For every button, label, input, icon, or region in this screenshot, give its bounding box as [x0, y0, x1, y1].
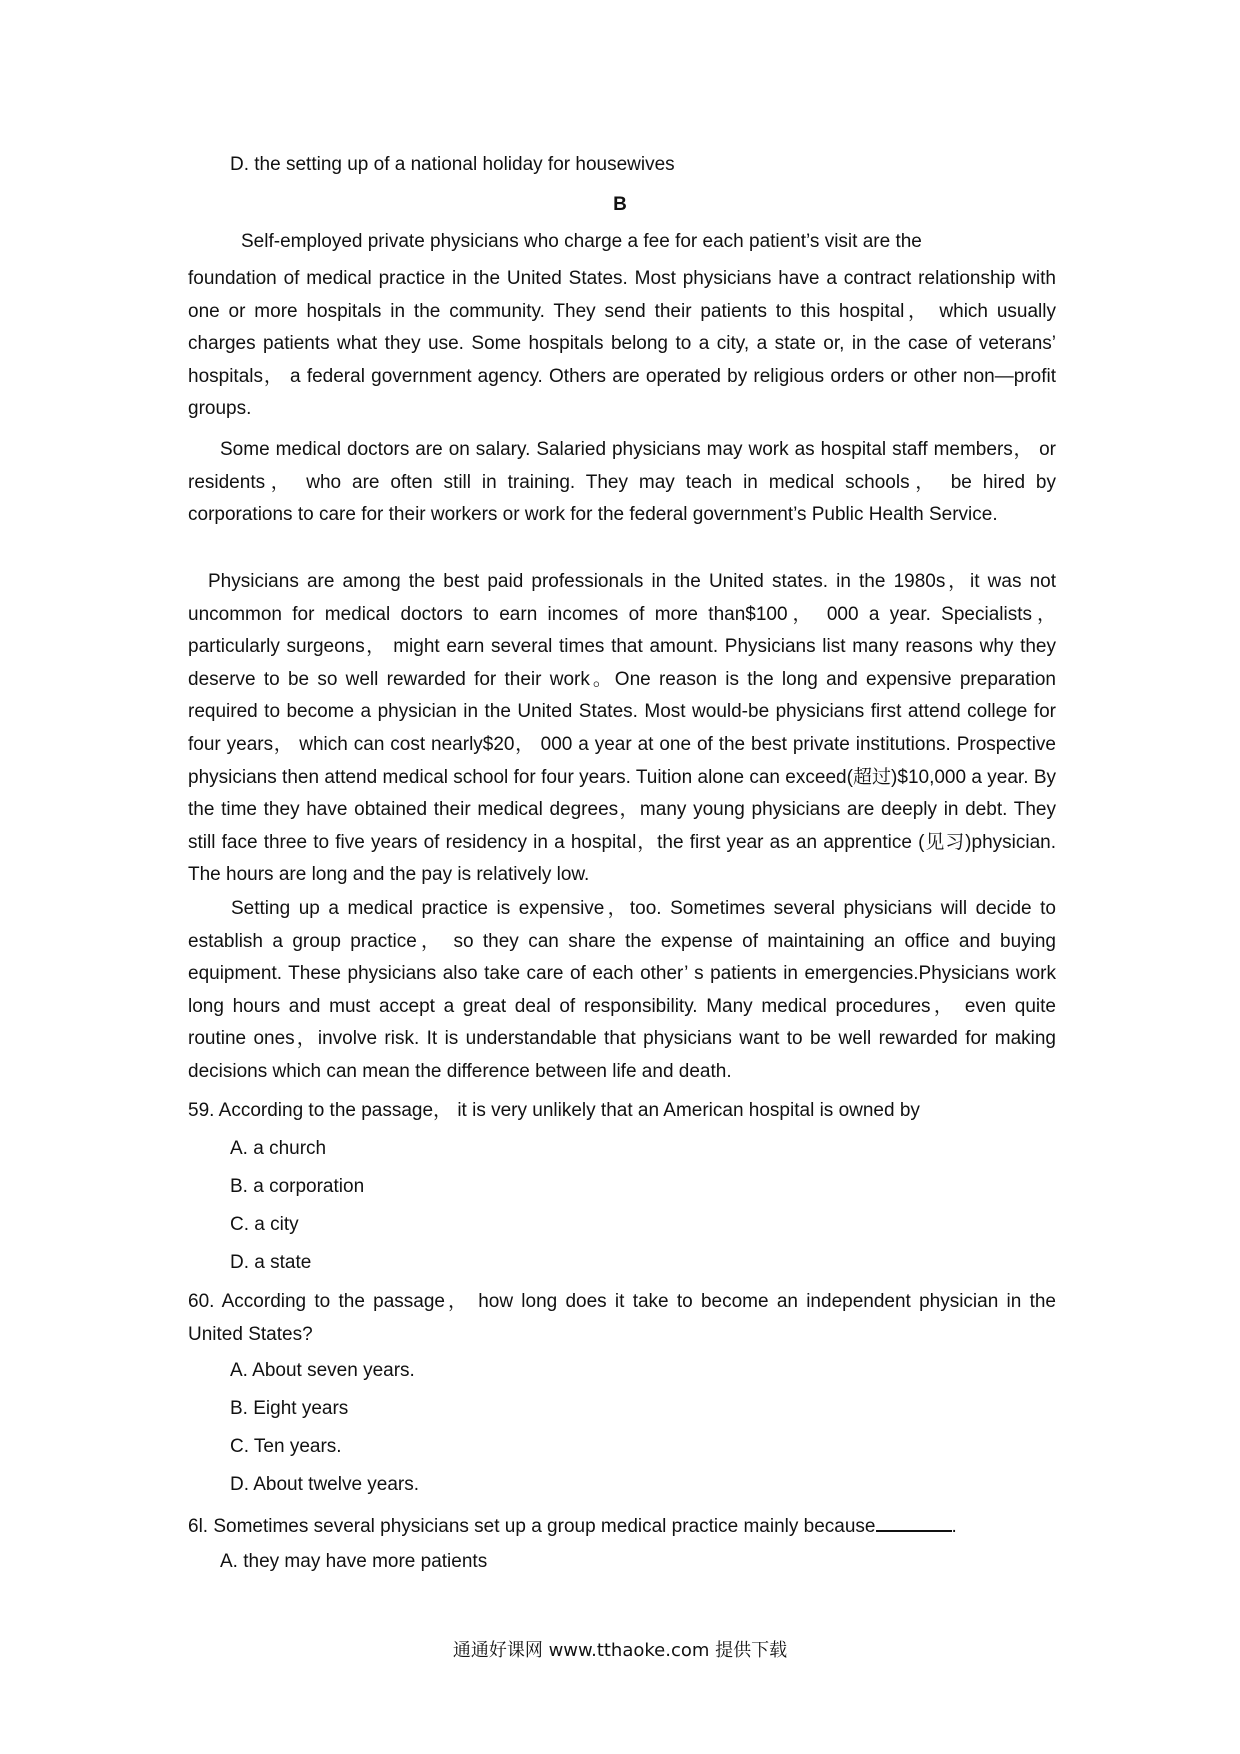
- passage-paragraph-4: Setting up a medical practice is expensive，too. Sometimes several physicians will decide to establish a group practice， so they can share the expense of maintaining an office and buying equipment. These physicians also take care of each other’ s patients in emergencies.Physicians work long hours and must accept a great deal of responsibility. Many medical procedures， even quite routine ones，involve risk. It is understandable that physicians want to be well rewarded for making decisions which can mean the difference between life and death.: [188, 898, 1056, 1082]
- question-59-stem: 59. According to the passage， it is very unlikely that an American hospital is owned by: [188, 1100, 920, 1121]
- passage-paragraph-3: Physicians are among the best paid professionals in the United states. in the 1980s，it was not uncommon for medical doctors to earn incomes of more than$100， 000 a year. Specialists， particularly surgeons， might earn several times that amount. Physicians list many reasons why they deserve to be so well rewarded for their work。One reason is the long and expensive preparation required to become a physician in the United States. Most would-be physicians first attend college for four years， which can cost nearly$20， 000 a year at one of the best private institutions. Prospective physicians then attend medical school for four years. Tuition alone can exceed(超过)$10,000 a year. By the time they have obtained their medical degrees，many young physicians are deeply in debt. They still face three to five years of residency in a hospital，the first year as an apprentice (见习)physician. The hours are long and the pay is relatively low.: [188, 571, 1056, 886]
- passage-paragraph-1-first-line: Self-employed private physicians who charge a fee for each patient’s visit are the: [241, 231, 922, 252]
- passage-paragraph-1: foundation of medical practice in the United States. Most physicians have a contract relationship with one or more hospitals in the community. They send their patients to this hospital， which usually charges patients what they use. Some hospitals belong to a city, a state or, in the case of veterans’ hospitals， a federal government agency. Others are operated by religious orders or other non—profit groups.: [188, 268, 1056, 420]
- question-60-option-a: A. About seven years.: [230, 1360, 415, 1381]
- question-59-option-d: D. a state: [230, 1252, 312, 1273]
- prev-question-option-d: D. the setting up of a national holiday for housewives: [230, 154, 675, 175]
- answer-blank: [876, 1512, 952, 1532]
- question-60-option-d: D. About twelve years.: [230, 1474, 420, 1495]
- question-60-option-c: C. Ten years.: [230, 1436, 342, 1457]
- question-60-stem: 60. According to the passage， how long does it take to become an independent physician in the United States?: [188, 1291, 1056, 1345]
- question-59-option-b: B. a corporation: [230, 1176, 365, 1197]
- question-61-option-a: A. they may have more patients: [220, 1551, 488, 1572]
- section-heading: B: [613, 194, 627, 215]
- question-61-stem-end: .: [951, 1516, 957, 1537]
- question-59-option-c: C. a city: [230, 1214, 299, 1235]
- question-59-option-a: A. a church: [230, 1138, 327, 1159]
- passage-paragraph-2: Some medical doctors are on salary. Salaried physicians may work as hospital staff members， or residents， who are often still in training. They may teach in medical schools， be hired by corporations to care for their workers or work for the federal government’s Public Health Service.: [188, 439, 1056, 526]
- question-61-stem: [188, 1512, 957, 1539]
- question-60-option-b: B. Eight years: [230, 1398, 349, 1419]
- page-footer: 通通好课网 www.tthaoke.com 提供下载: [452, 1640, 788, 1661]
- question-61-stem-text: 6l. Sometimes several physicians set up a group medical practice mainly because: [188, 1516, 876, 1537]
